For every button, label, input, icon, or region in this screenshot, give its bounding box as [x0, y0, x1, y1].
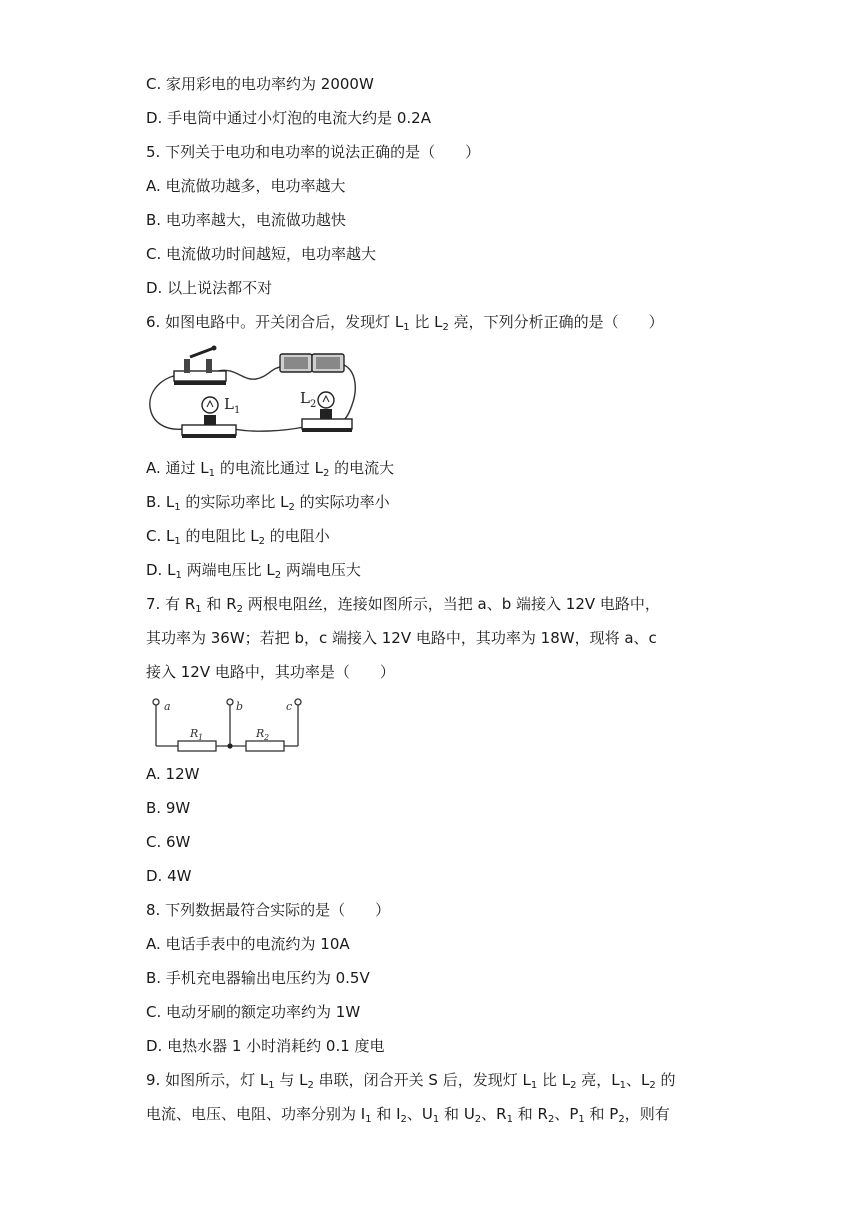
q4-option-d: D. 手电筒中通过小灯泡的电流大约是 0.2A — [146, 109, 431, 127]
q5-stem: 5. 下列关于电功和电功率的说法正确的是（ ） — [146, 143, 481, 161]
wire-switch-battery — [218, 367, 282, 379]
q7-option-c: C. 6W — [146, 833, 191, 851]
lamp-l1-label: L — [224, 395, 234, 413]
q8-stem: 8. 下列数据最符合实际的是（ ） — [146, 901, 391, 919]
q7-stem-line3: 接入 12V 电路中，其功率是（ ） — [146, 663, 395, 681]
terminal-a-label: a — [164, 700, 171, 713]
q7-resistor-figure — [150, 694, 310, 756]
battery-icon — [280, 354, 344, 372]
q4-option-c: C. 家用彩电的电功率约为 2000W — [146, 75, 374, 93]
r1-label: R — [190, 727, 199, 740]
q5-option-b: B. 电功率越大，电流做功越快 — [146, 211, 346, 229]
lamp-l2-subscript: 2 — [310, 399, 317, 410]
q6-circuit-figure — [144, 345, 360, 445]
terminal-c-label: c — [286, 700, 293, 713]
terminal-b-label: b — [236, 700, 244, 713]
q8-option-a: A. 电话手表中的电流约为 10A — [146, 935, 350, 953]
q8-option-d: D. 电热水器 1 小时消耗约 0.1 度电 — [146, 1037, 385, 1055]
r2-subscript: 2 — [264, 733, 270, 742]
lamp-l2-label: L — [300, 389, 310, 407]
wire-right — [340, 365, 355, 423]
r2-label: R — [256, 727, 265, 740]
r1-subscript: 1 — [198, 733, 204, 742]
q9-stem-line1: 9. 如图所示，灯 $L_1$ 与 $L_2$ 串联，闭合开关 S 后，发现灯 $L_1$ 比 $L_2$ 亮，$L_1$、$L_2$ 的 — [146, 1071, 676, 1091]
switch-icon — [174, 346, 226, 386]
q6-option-a: A. 通过 $L_1$ 的电流比通过 $L_2$ 的电流大 — [146, 459, 395, 479]
q7-option-a: A. 12W — [146, 765, 200, 783]
lamp-l1-subscript: 1 — [234, 405, 241, 416]
q8-option-b: B. 手机充电器输出电压约为 0.5V — [146, 969, 370, 987]
junction-dot — [227, 743, 232, 748]
q7-stem-line1: 7. 有 $R_1$ 和 $R_2$ 两根电阻丝，连接如图所示，当把 a、b 端接入 12V 电路中， — [146, 595, 660, 615]
q6-option-c: C. $L_1$ 的电阻比 $L_2$ 的电阻小 — [146, 527, 330, 547]
q6-stem: 6. 如图电路中。开关闭合后，发现灯 $L_1$ 比 $L_2$ 亮，下列分析正确的是（ ） — [146, 313, 664, 333]
wire-lamps — [234, 427, 304, 431]
q8-option-c: C. 电动牙刷的额定功率约为 1W — [146, 1003, 361, 1021]
q7-option-d: D. 4W — [146, 867, 192, 885]
q9-stem-line2: 电流、电压、电阻、功率分别为 $I_1$ 和 $I_2$、$U_1$ 和 $U_2$、$R_1$ 和 $R_2$、$P_1$ 和 $P_2$，则有 — [146, 1105, 670, 1125]
q6-option-d: D. $L_1$ 两端电压比 $L_2$ 两端电压大 — [146, 561, 361, 581]
q6-option-b: B. $L_1$ 的实际功率比 $L_2$ 的实际功率小 — [146, 493, 390, 513]
q7-stem-line2: 其功率为 36W；若把 b，c 端接入 12V 电路中，其功率为 18W，现将 a、c — [146, 629, 657, 647]
q5-option-a: A. 电流做功越多，电功率越大 — [146, 177, 346, 195]
q7-option-b: B. 9W — [146, 799, 191, 817]
q5-option-c: C. 电流做功时间越短，电功率越大 — [146, 245, 377, 263]
q5-option-d: D. 以上说法都不对 — [146, 279, 273, 297]
